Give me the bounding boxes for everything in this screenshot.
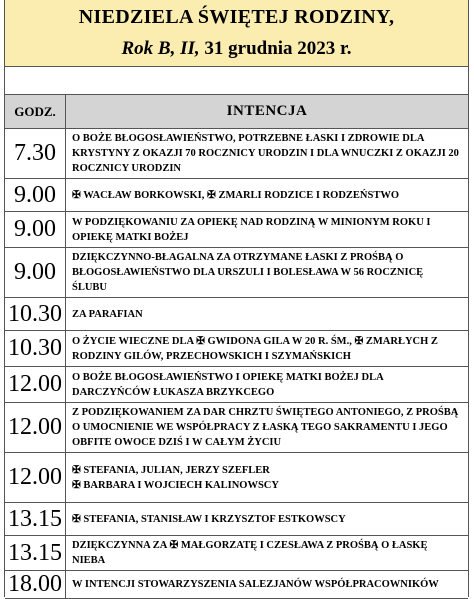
intention-line: BŁOGOSŁAWIEŃSTWO DLA URSZULI I BOLESŁAWA W 56 ROCZNICĘ — [72, 267, 424, 278]
intention-text — [66, 298, 468, 330]
intention-line: NIEBA — [72, 555, 106, 566]
column-header-time: GODZ. — [5, 95, 66, 129]
table-row — [5, 179, 468, 212]
intention-line: OBFITE OWOCE DZIŚ I W CAŁYM ŻYCIU — [72, 437, 282, 448]
intention-text — [66, 403, 468, 452]
intention-text — [66, 367, 468, 402]
table-row — [5, 129, 468, 179]
mass-time: 18.00 — [5, 571, 66, 598]
intention-line: KRYSTYNY Z OKAZJI 70 ROCZNICY URODZIN I DLA WNUCZKI Z OKAZJI 20 — [72, 148, 459, 159]
table-row — [5, 536, 468, 571]
intention-line: ŚLUBU — [72, 282, 108, 293]
table-row — [5, 403, 468, 453]
table-row — [5, 367, 468, 403]
intention-line: O BOŻE BŁOGOSŁAWIEŃSTWO, POTRZEBNE ŁASKI I ZDROWIE DLA — [72, 133, 425, 144]
header — [5, 0, 468, 67]
table-row — [5, 571, 468, 599]
mass-time: 12.00 — [5, 367, 66, 402]
page-subtitle — [5, 38, 468, 60]
intention-text — [66, 571, 468, 598]
intention-text — [66, 179, 468, 211]
mass-time: 9.00 — [5, 179, 66, 211]
intention-line: ✠ STEFANIA, JULIAN, JERZY SZEFLER — [72, 464, 270, 476]
intention-line: ROCZNICY URODZIN — [72, 163, 181, 174]
mass-time: 9.00 — [5, 248, 66, 297]
table-row — [5, 453, 468, 503]
intention-line: ✠ WACŁAW BORKOWSKI, ✠ ZMARLI RODZICE I RODZEŃSTWO — [72, 189, 400, 201]
intention-line: DZIĘKCZYNNO-BŁAGALNA ZA OTRZYMANE ŁASKI Z PROŚBĄ O — [72, 252, 404, 263]
mass-time: 10.30 — [5, 331, 66, 366]
intentions-table — [5, 129, 468, 599]
date-text: 31 grudnia 2023 r. — [199, 38, 352, 59]
intention-line: Z PODZIĘKOWANIEM ZA DAR CHRZTU ŚWIĘTEGO ANTONIEGO, Z PROŚBĄ — [72, 407, 459, 418]
intention-line: DZIĘKCZYNNA ZA ✠ MAŁGORZATĘ I CZESŁAWA Z PROŚBĄ O ŁASKĘ — [72, 540, 428, 551]
intention-line: OPIEKĘ MATKI BOŻEJ — [72, 231, 189, 243]
intention-line: ZA PARAFIAN — [72, 308, 143, 320]
table-row — [5, 503, 468, 536]
table-row — [5, 248, 468, 298]
page-title: NIEDZIELA ŚWIĘTEJ RODZINY, — [78, 6, 395, 28]
table-row — [5, 298, 468, 331]
mass-time: 13.15 — [5, 536, 66, 570]
intention-line: ✠ STEFANIA, STANISŁAW I KRZYSZTOF ESTKOWSCY — [72, 513, 346, 525]
liturgical-year: Rok B, II, — [121, 38, 200, 59]
mass-time: 12.00 — [5, 403, 66, 452]
intention-line: W INTENCJI STOWARZYSZENIA SALEZJANÓW WSPÓŁPRACOWNIKÓW — [72, 579, 439, 590]
intention-text — [66, 536, 468, 570]
intentions-sheet — [4, 0, 469, 597]
intention-line: W PODZIĘKOWANIU ZA OPIEKĘ NAD RODZINĄ W MINIONYM ROKU I — [72, 216, 431, 228]
mass-time: 13.15 — [5, 503, 66, 535]
column-header-intention: INTENCJA — [66, 95, 468, 129]
intention-line: O BOŻE BŁOGOSŁAWIEŃSTWO I OPIEKĘ MATKI BOŻEJ DLA — [72, 371, 384, 383]
intention-text — [66, 503, 468, 535]
intention-line: ✠ BARBARA I WOJCIECH KALINOWSCY — [72, 479, 279, 491]
intention-line: O UMOCNIENIE WE WSPÓŁPRACY Z ŁASKĄ TEGO SAKRAMENTU I JEGO — [72, 422, 448, 433]
mass-time: 9.00 — [5, 212, 66, 247]
intention-line: DARCZYŃCÓW ŁUKASZA BRZYKCEGO — [72, 386, 275, 398]
mass-time: 7.30 — [5, 129, 66, 178]
mass-time: 12.00 — [5, 453, 66, 502]
intention-text — [66, 331, 468, 366]
mass-time: 10.30 — [5, 298, 66, 330]
table-row — [5, 331, 468, 367]
intention-text — [66, 129, 468, 178]
intention-text — [66, 248, 468, 297]
table-row — [5, 212, 468, 248]
intention-line: RODZINY GILÓW, PRZECHOWSKICH I SZYMAŃSKICH — [72, 350, 351, 362]
intention-text — [66, 453, 468, 502]
empty-row — [5, 67, 468, 95]
intention-line: O ŻYCIE WIECZNE DLA ✠ GWIDONA GILA W 20 R. ŚM., ✠ ZMARŁYCH Z — [72, 335, 438, 347]
intention-text — [66, 212, 468, 247]
